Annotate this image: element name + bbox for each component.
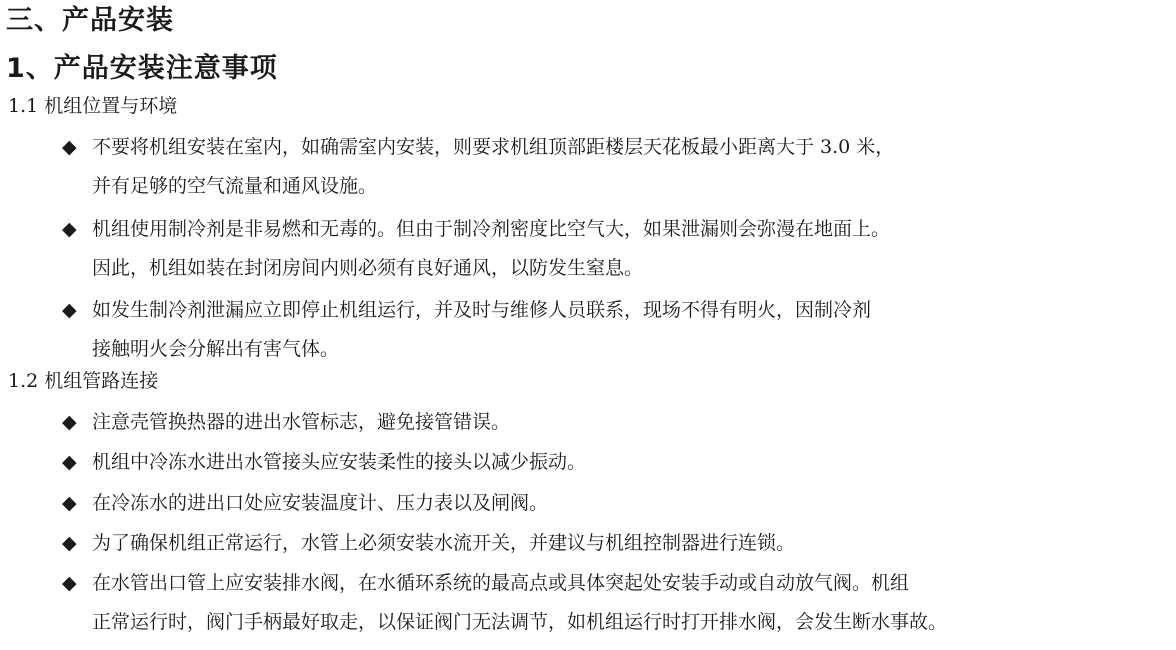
diamond-bullet-icon: ◆ xyxy=(62,451,77,473)
list-item-line: 并有足够的空气流量和通风设施。 xyxy=(92,175,378,197)
diamond-bullet-icon: ◆ xyxy=(62,218,77,240)
list-item-line: 在水管出口管上应安装排水阀，在水循环系统的最高点或具体突起处安装手动或自动放气阀。机组 xyxy=(92,572,910,594)
list-item xyxy=(62,484,1168,523)
diamond-bullet-icon: ◆ xyxy=(62,136,77,158)
sub-heading: 1、产品安装注意事项 xyxy=(6,53,278,84)
list-item-line: 在冷冻水的进出口处应安装温度计、压力表以及闸阀。 xyxy=(92,492,549,514)
list-item-line: 因此，机组如装在封闭房间内则必须有良好通风，以防发生窒息。 xyxy=(92,257,644,279)
list-item xyxy=(62,524,1168,563)
list-item xyxy=(62,291,1168,369)
list-item-line: 如发生制冷剂泄漏应立即停止机组运行，并及时与维修人员联系，现场不得有明火，因制冷剂 xyxy=(92,299,872,321)
list-item-line: 正常运行时，阀门手柄最好取走，以保证阀门无法调节，如机组运行时打开排水阀，会发生断水事故。 xyxy=(92,611,948,633)
list-item-line: 机组使用制冷剂是非易燃和无毒的。但由于制冷剂密度比空气大，如果泄漏则会弥漫在地面上。 xyxy=(92,218,891,240)
diamond-bullet-icon: ◆ xyxy=(62,572,77,594)
diamond-bullet-icon: ◆ xyxy=(62,411,77,433)
diamond-bullet-icon: ◆ xyxy=(62,299,77,321)
list-item xyxy=(62,210,1168,288)
list-item xyxy=(62,128,1168,206)
list-item xyxy=(62,564,1168,642)
list-item xyxy=(62,443,1168,482)
section-title-1-1: 1.1 机组位置与环境 xyxy=(8,95,178,117)
diamond-bullet-icon: ◆ xyxy=(62,492,77,514)
main-heading: 三、产品安装 xyxy=(6,5,174,36)
list-item-line: 机组中冷冻水进出水管接头应安装柔性的接头以减少振动。 xyxy=(92,451,587,473)
list-item xyxy=(62,403,1168,442)
list-item-line: 不要将机组安装在室内，如确需室内安装，则要求机组顶部距楼层天花板最小距离大于 3.0 米， xyxy=(92,136,895,158)
diamond-bullet-icon: ◆ xyxy=(62,532,77,554)
section-title-1-2: 1.2 机组管路连接 xyxy=(8,370,159,392)
list-item-line: 注意壳管换热器的进出水管标志，避免接管错误。 xyxy=(92,411,511,433)
list-item-line: 接触明火会分解出有害气体。 xyxy=(92,338,340,360)
list-item-line: 为了确保机组正常运行，水管上必须安装水流开关，并建议与机组控制器进行连锁。 xyxy=(92,532,796,554)
